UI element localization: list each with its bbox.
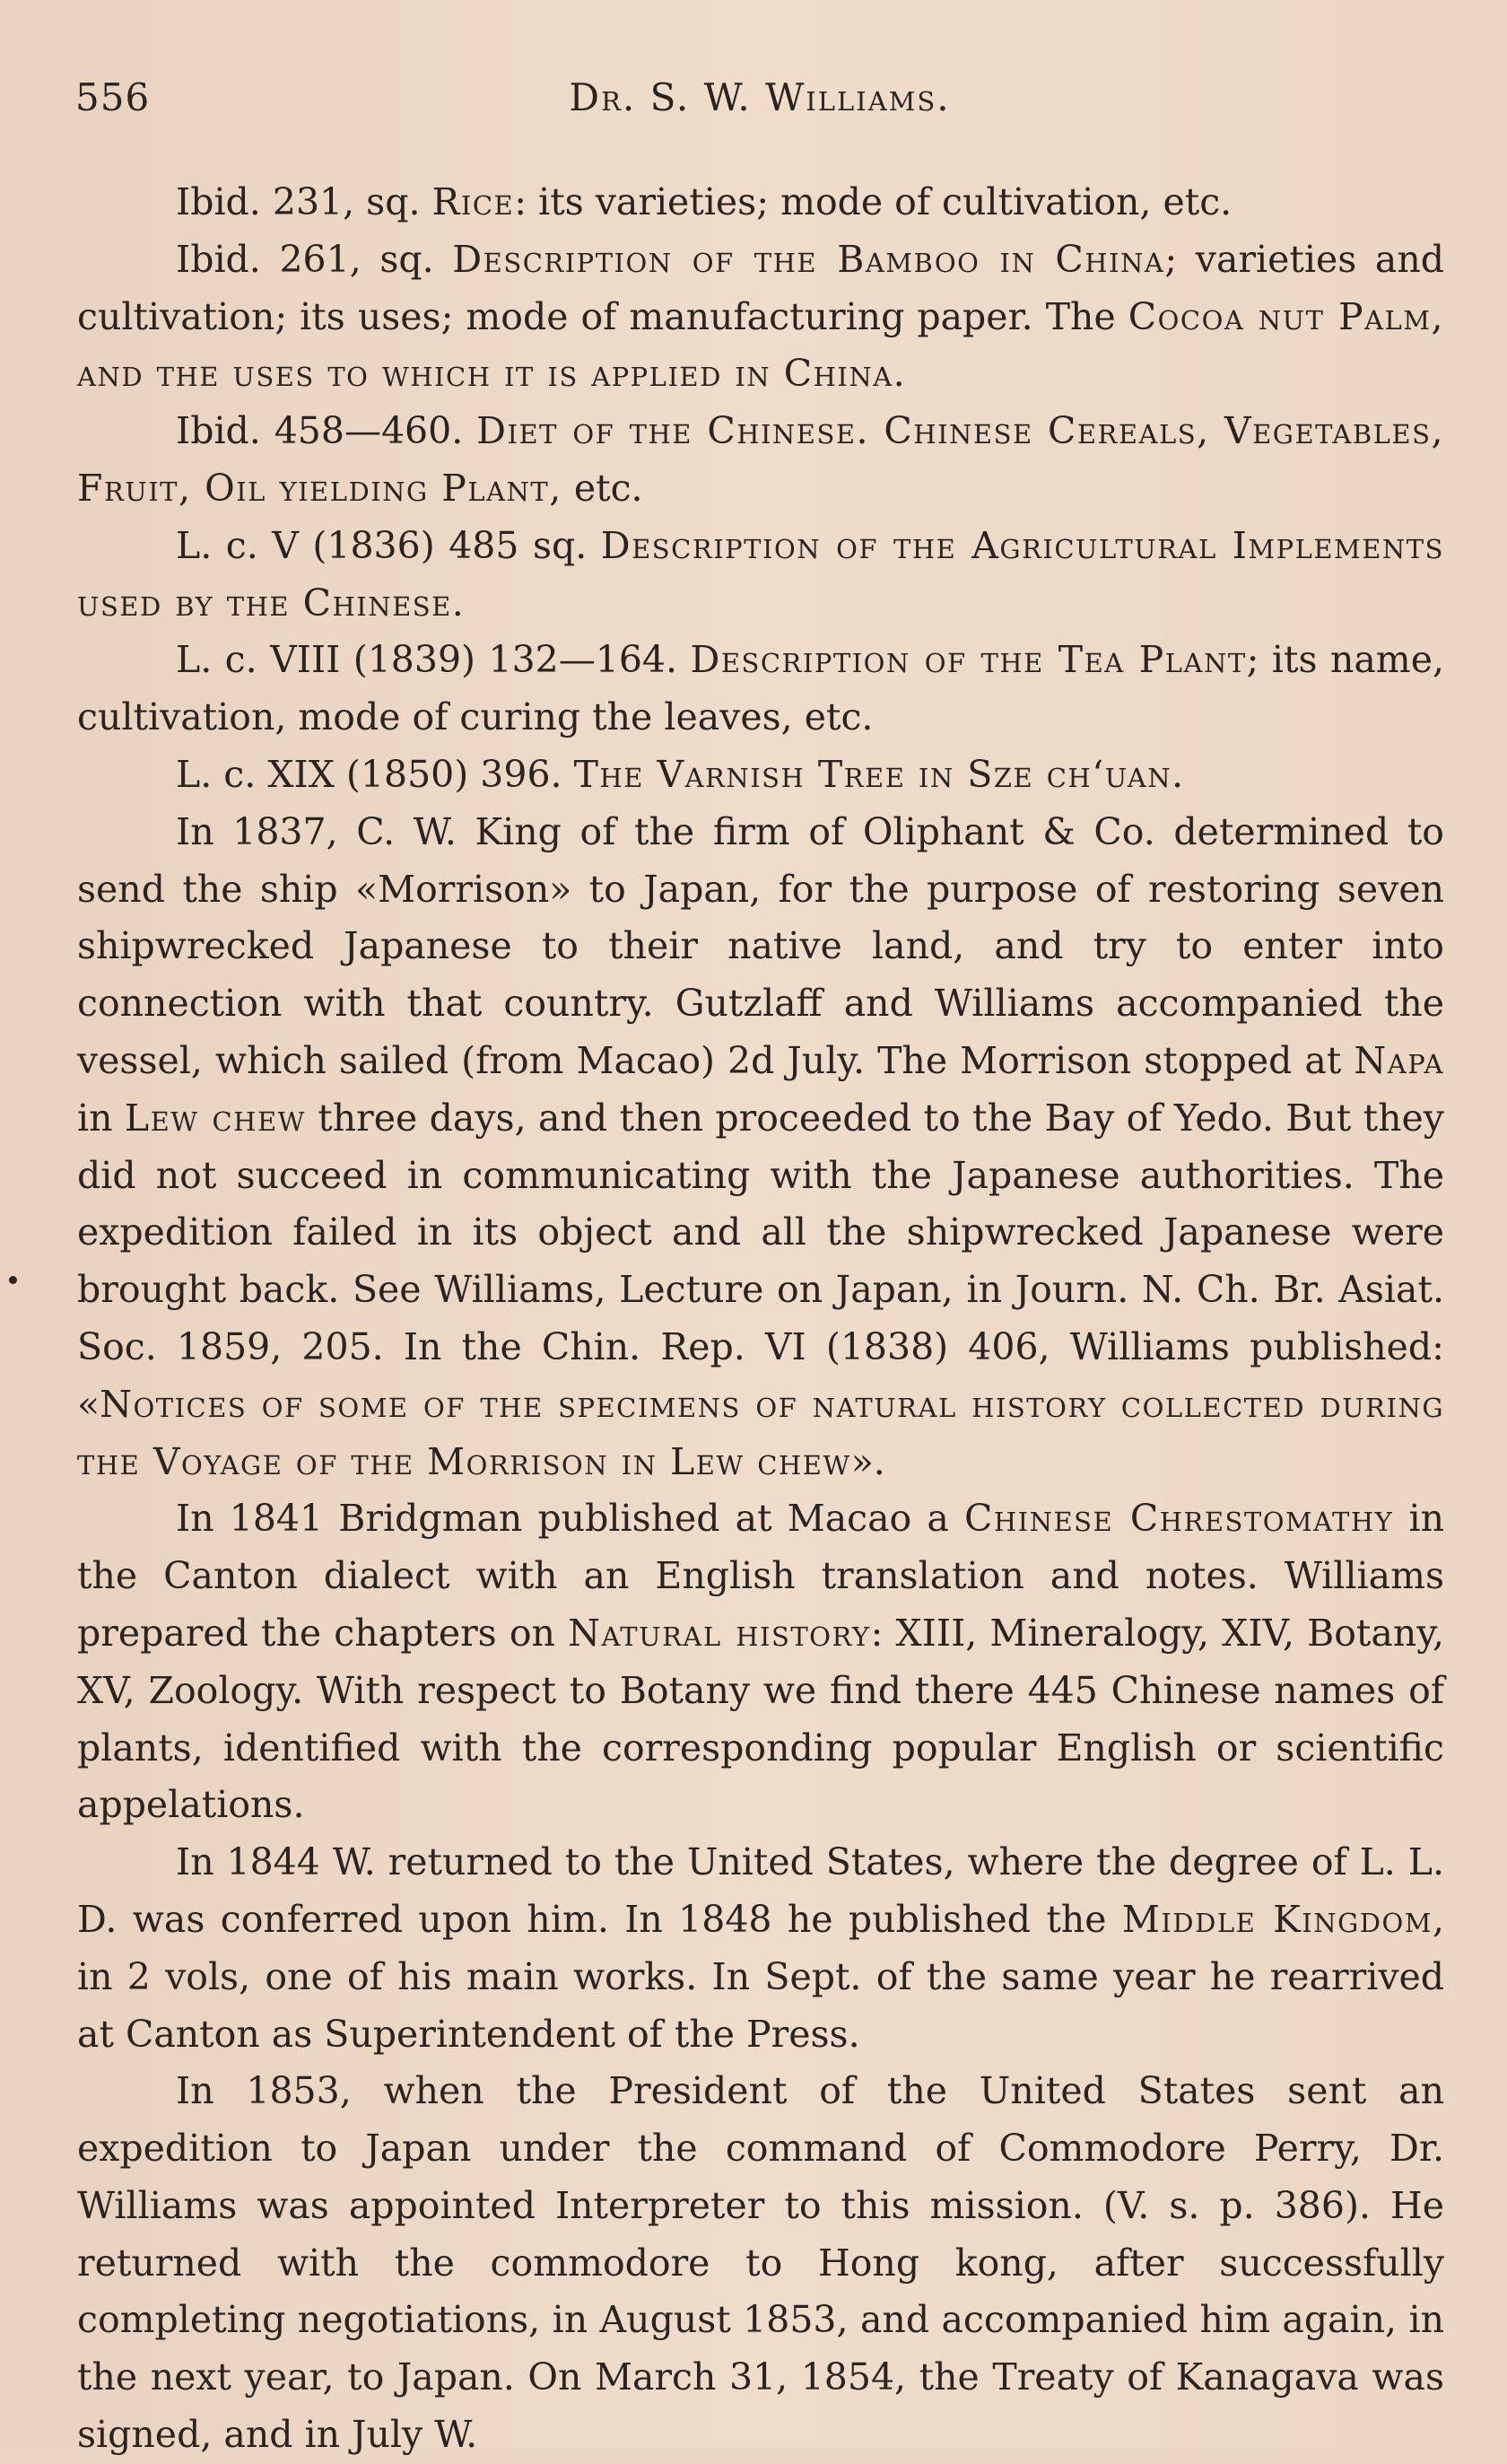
- paragraph-text: In 1841 Bridgman published at Macao a: [176, 1497, 964, 1541]
- small-caps-title: Chinese Chrestomathy: [963, 1497, 1394, 1541]
- running-head: Dr. S. W. Williams.: [569, 75, 951, 119]
- small-caps-title: Diet of the Chinese. Chinese Cereals, Vegetables, Fruit, Oil yielding Plant,: [77, 409, 1444, 510]
- paragraph-text: Ibid. 231, sq.: [176, 180, 432, 223]
- small-caps-title: Description of the Agricultural Implements used by the Chinese.: [77, 523, 1444, 625]
- paragraph-text: , in 2 vols, one of his main works. In Sept. of the same year he rearrived at Canton as Superintendent of the Press.: [77, 1897, 1444, 2056]
- small-caps-term: Napa: [1354, 1038, 1444, 1082]
- paragraph-text: three days, and then proceeded to the Bay of Yedo. But they did not succeed in communicating with the Japanese authorities. The expedition failed in its object and all the shipwrecked Japanese were brought back. See Williams, Lecture on Japan, in Journ. N. Ch. Br. Asiat. Soc. 1859, 205. In the Chin. Rep. VI (1838) 406, Williams published: «: [77, 1096, 1444, 1426]
- paragraph-text: ; varieties and cultivation; its uses; mode of manufacturing paper. The: [77, 237, 1444, 338]
- paragraph-tea: [77, 632, 1444, 747]
- body-text: [77, 174, 1444, 2464]
- paragraph-text: L. c. V (1836) 485 sq.: [176, 523, 601, 567]
- paragraph-text: In 1853, when the President of the United States sent an expedition to Japan under the command of Commodore Perry, Dr. Williams was appointed Interpreter to this mission. (V. s. p. 386). He returned with the commodore to Hong kong, after successfully completing negotiations, in August 1853, and accompanied him again, in the next year, to Japan. On March 31, 1854, the Treaty of Kanagava was signed, and in July W.: [77, 2069, 1444, 2457]
- paragraph-text: : its varieties; mode of cultivation, etc.: [514, 180, 1233, 223]
- small-caps-title: Cocoa nut Palm, and the uses to which it is applied in China.: [77, 294, 1444, 396]
- paragraph-text: L. c. XIX (1850) 396.: [176, 752, 574, 796]
- margin-mark: [9, 1276, 17, 1284]
- paragraph-text: in the Canton dialect with an English translation and notes. Williams prepared the chapters on: [77, 1497, 1444, 1655]
- paragraph-perry: [77, 2063, 1444, 2464]
- paragraph-text: ».: [850, 1439, 885, 1483]
- paragraph-rice: [77, 174, 1444, 232]
- paragraph-text: In 1837, C. W. King of the firm of Oliphant & Co. determined to send the ship «Morrison» to Japan, for the purpose of restoring seven shipwrecked Japanese to their native land, and try to enter into connection with that country. Gutzlaff and Williams accompanied the vessel, which sailed (from Macao) 2d July. The Morrison stopped at: [77, 809, 1444, 1082]
- paragraph-text: L. c. VIII (1839) 132—164.: [176, 638, 691, 682]
- paragraph-text: ; its name, cultivation, mode of curing the leaves, etc.: [77, 638, 1444, 739]
- paragraph-text: Ibid. 458—460.: [176, 409, 477, 453]
- paragraph-chrestomathy: [77, 1490, 1444, 1834]
- small-caps-title: Middle Kingdom: [1121, 1897, 1433, 1941]
- page-header: [75, 75, 1444, 129]
- paragraph-morrison: [77, 804, 1444, 1491]
- paragraph-diet: [77, 403, 1444, 518]
- paragraph-bamboo: [77, 232, 1444, 403]
- paragraph-text: in: [77, 1096, 125, 1140]
- small-caps-term: Natural history: [568, 1611, 871, 1655]
- small-caps-title: The Varnish Tree in Sze chʻuan.: [573, 752, 1185, 796]
- paragraph-text: etc.: [562, 466, 643, 510]
- paragraph-text: Ibid. 261, sq.: [176, 237, 453, 281]
- small-caps-term: Lew chew: [124, 1096, 306, 1140]
- paragraph-middle-kingdom: [77, 1834, 1444, 2063]
- small-caps-title: Description of the Bamboo in China: [452, 237, 1165, 281]
- paragraph-text: : XIII, Mineralogy, XIV, Botany, XV, Zoology. With respect to Botany we find there 445 Chinese names of plants, identified with the corresponding popular English or scientific appelations.: [77, 1611, 1445, 1827]
- page-number: 556: [75, 75, 151, 119]
- small-caps-title: Description of the Tea Plant: [690, 638, 1247, 682]
- small-caps-title: Rice: [431, 180, 515, 223]
- paragraph-text: In 1844 W. returned to the United States, where the degree of L. L. D. was conferred upon him. In 1848 he published the: [77, 1840, 1444, 1941]
- small-caps-title: Notices of some of the specimens of natural history collected during the Voyage of the Morrison in Lew chew: [77, 1382, 1444, 1483]
- paragraph-varnish: [77, 747, 1444, 804]
- paragraph-implements: [77, 518, 1444, 633]
